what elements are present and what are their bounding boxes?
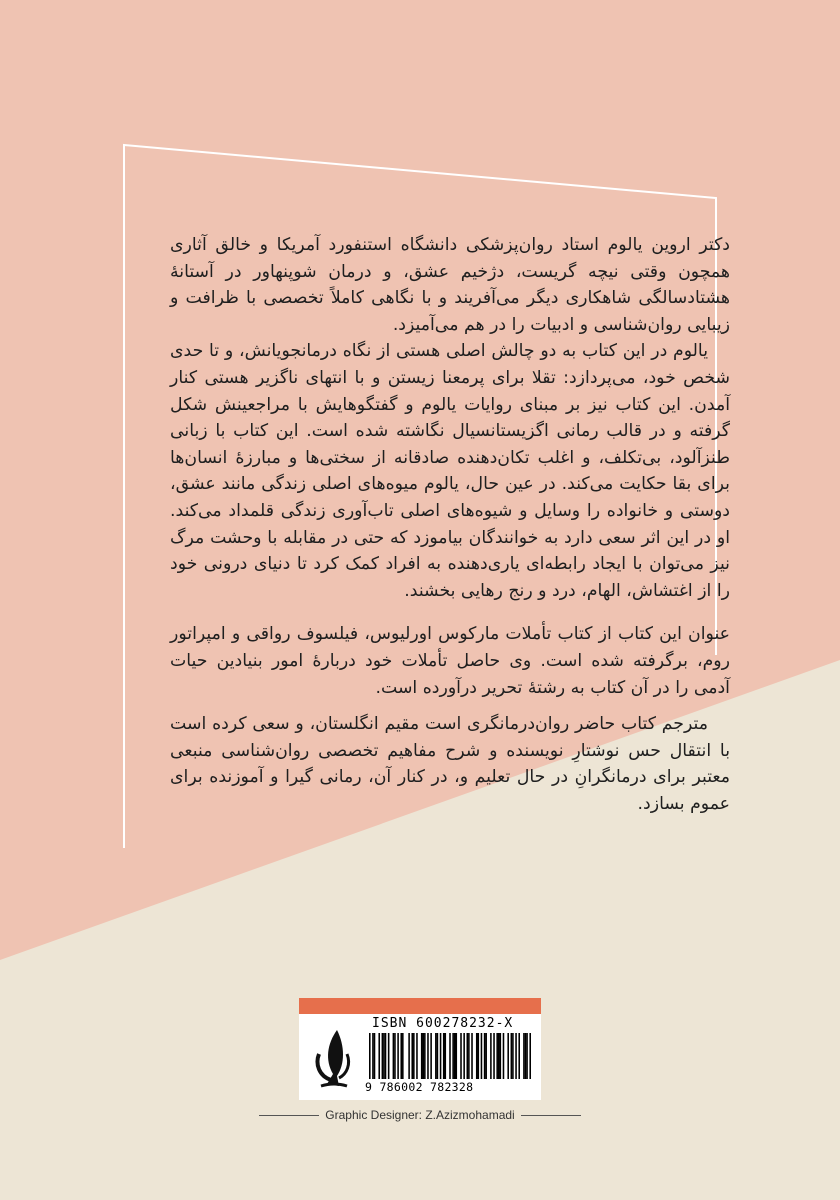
barcode-bar (481, 1033, 483, 1079)
paragraph-2: یالوم در این کتاب به دو چالش اصلی هستی از نگاه درمانجویانش، و تا حدی شخص خود، می‌پردازد: تقلا برای پرمعنا زیستن و با انتهای ناگزیر هستی کنار آمدن. این کتاب نیز بر مبنای روایات یالوم و گفتگوهایش با مراجعینش شکل گرفته و در قالب رمانی اگزیستانسیال نگاشته شده است. این کتاب با زبانی طنزآلود، بی‌تکلف، و اغلب تکان‌دهنده صادقانه از سختی‌ها و مبارزهٔ انسان‌ها برای بقا حکایت می‌کند. در عین حال، یالوم میوه‌های اصلی زندگی مانند عشق، دوستی و خانواده را وسایل و شیوه‌های اصلی تاب‌آوری زندگی قلمداد می‌کند. او در این اثر سعی دارد به خوانندگان بیاموزد که حتی در مقابله با وحشت مرگ نیز می‌توان با ایجاد رابطه‌ای یاری‌دهنده به افراد کمک کرد تا دنیای درونی خود را از اغتشاش، الهام، درد و رنج رهایی بخشند. (170, 341, 730, 601)
barcode-bar (411, 1033, 413, 1079)
barcode-bar (493, 1033, 495, 1079)
barcode-bar (393, 1033, 395, 1079)
barcode-bar (416, 1033, 418, 1079)
barcode-bar (467, 1033, 469, 1079)
barcode-bar (490, 1033, 492, 1079)
barcode-bar (449, 1033, 451, 1079)
barcode-bar (400, 1033, 402, 1079)
barcode-bar (437, 1033, 439, 1079)
paragraph-3: عنوان این کتاب از کتاب تأملات مارکوس اورلیوس، فیلسوف رواقی و امپراتور روم، برگرفته شده است. وی حاصل تأملات خود دربارهٔ امور بنیادین حیات آدمی را در آن کتاب به رشتهٔ تحریر درآورده است. (170, 624, 730, 698)
barcode-bar (427, 1033, 429, 1079)
barcode-bar (529, 1033, 531, 1079)
barcode-bar (443, 1033, 445, 1079)
barcode-bar (397, 1033, 399, 1079)
paragraph-1: دکتر اروین یالوم استاد روان‌پزشکی دانشگاه استنفورد آمریکا و خالق آثاری همچون وقتی نیچه گریست، دژخیم عشق، و درمان شوپنهاور در آستانهٔ هشتادسالگی شاهکاری دیگر می‌آفریند و با نگاهی کاملاً تخصصی با ظرافت و زیبایی روان‌شناسی و ادبیات را در هم می‌آمیزد. (170, 235, 730, 335)
isbn-label: ISBN 600278232-X (372, 1016, 514, 1031)
barcode-bar (496, 1033, 498, 1079)
barcode-bar (518, 1033, 520, 1079)
barcode-bar (452, 1033, 454, 1079)
barcode-bar (478, 1033, 480, 1079)
barcode-bar (408, 1033, 410, 1079)
barcode-bar (374, 1033, 376, 1079)
barcode-bar (424, 1033, 426, 1079)
barcode-bar (402, 1033, 404, 1079)
paragraph-4: مترجم کتاب حاضر روان‌درمانگری است مقیم انگلستان، و سعی کرده است با انتقال حس نوشتارِ نویسنده و شرح مفاهیم تخصصی روان‌شناسی منبعی معتبر برای درمانگرانِ در حال تعلیم و، در کنار آن، رمانی گیرا و آموزنده برای عموم بسازد. (170, 714, 730, 814)
barcode-bar (440, 1033, 442, 1079)
barcode-bar (471, 1033, 473, 1079)
barcode-bar (385, 1033, 387, 1079)
barcode-bar (460, 1033, 462, 1079)
barcode-bar (523, 1033, 525, 1079)
barcode-bar (468, 1033, 470, 1079)
barcode-bar (413, 1033, 415, 1079)
barcode-bar (378, 1033, 380, 1079)
barcode-bar (526, 1033, 528, 1079)
barcode-bar (507, 1033, 509, 1079)
barcode-bar (515, 1033, 517, 1079)
barcode-bar (476, 1033, 478, 1079)
barcode-bar (421, 1033, 423, 1079)
barcode-bar (498, 1033, 500, 1079)
designer-credit: Graphic Designer: Z.Azizmohamadi (325, 1108, 515, 1122)
barcode-accent-strip (299, 998, 541, 1014)
publisher-logo (307, 1024, 361, 1092)
barcode-bar (382, 1033, 384, 1079)
barcode-bar (503, 1033, 505, 1079)
back-cover-text (170, 232, 730, 817)
barcode-box (299, 998, 541, 1100)
barcode-bar (525, 1033, 527, 1079)
barcode-bar (454, 1033, 456, 1079)
barcode-bar (463, 1033, 465, 1079)
right-rule (521, 1115, 581, 1116)
barcode-bar (394, 1033, 396, 1079)
barcode-bar (445, 1033, 447, 1079)
barcode-bar (485, 1033, 487, 1079)
barcode-bar (372, 1033, 374, 1079)
barcode-bar (435, 1033, 437, 1079)
barcode-bar (388, 1033, 390, 1079)
barcode-bar (383, 1033, 385, 1079)
barcode-bar (512, 1033, 514, 1079)
barcode-bar (430, 1033, 432, 1079)
barcode-bar (500, 1033, 502, 1079)
barcode-bar (456, 1033, 458, 1079)
barcode-bar (511, 1033, 513, 1079)
barcode-bar (422, 1033, 424, 1079)
left-rule (259, 1115, 319, 1116)
barcode-bar (484, 1033, 486, 1079)
barcode-digits: 9 786002 782328 (365, 1080, 474, 1094)
designer-credit-row (0, 1108, 840, 1122)
barcode-bars (369, 1033, 531, 1079)
barcode-bar (369, 1033, 371, 1079)
